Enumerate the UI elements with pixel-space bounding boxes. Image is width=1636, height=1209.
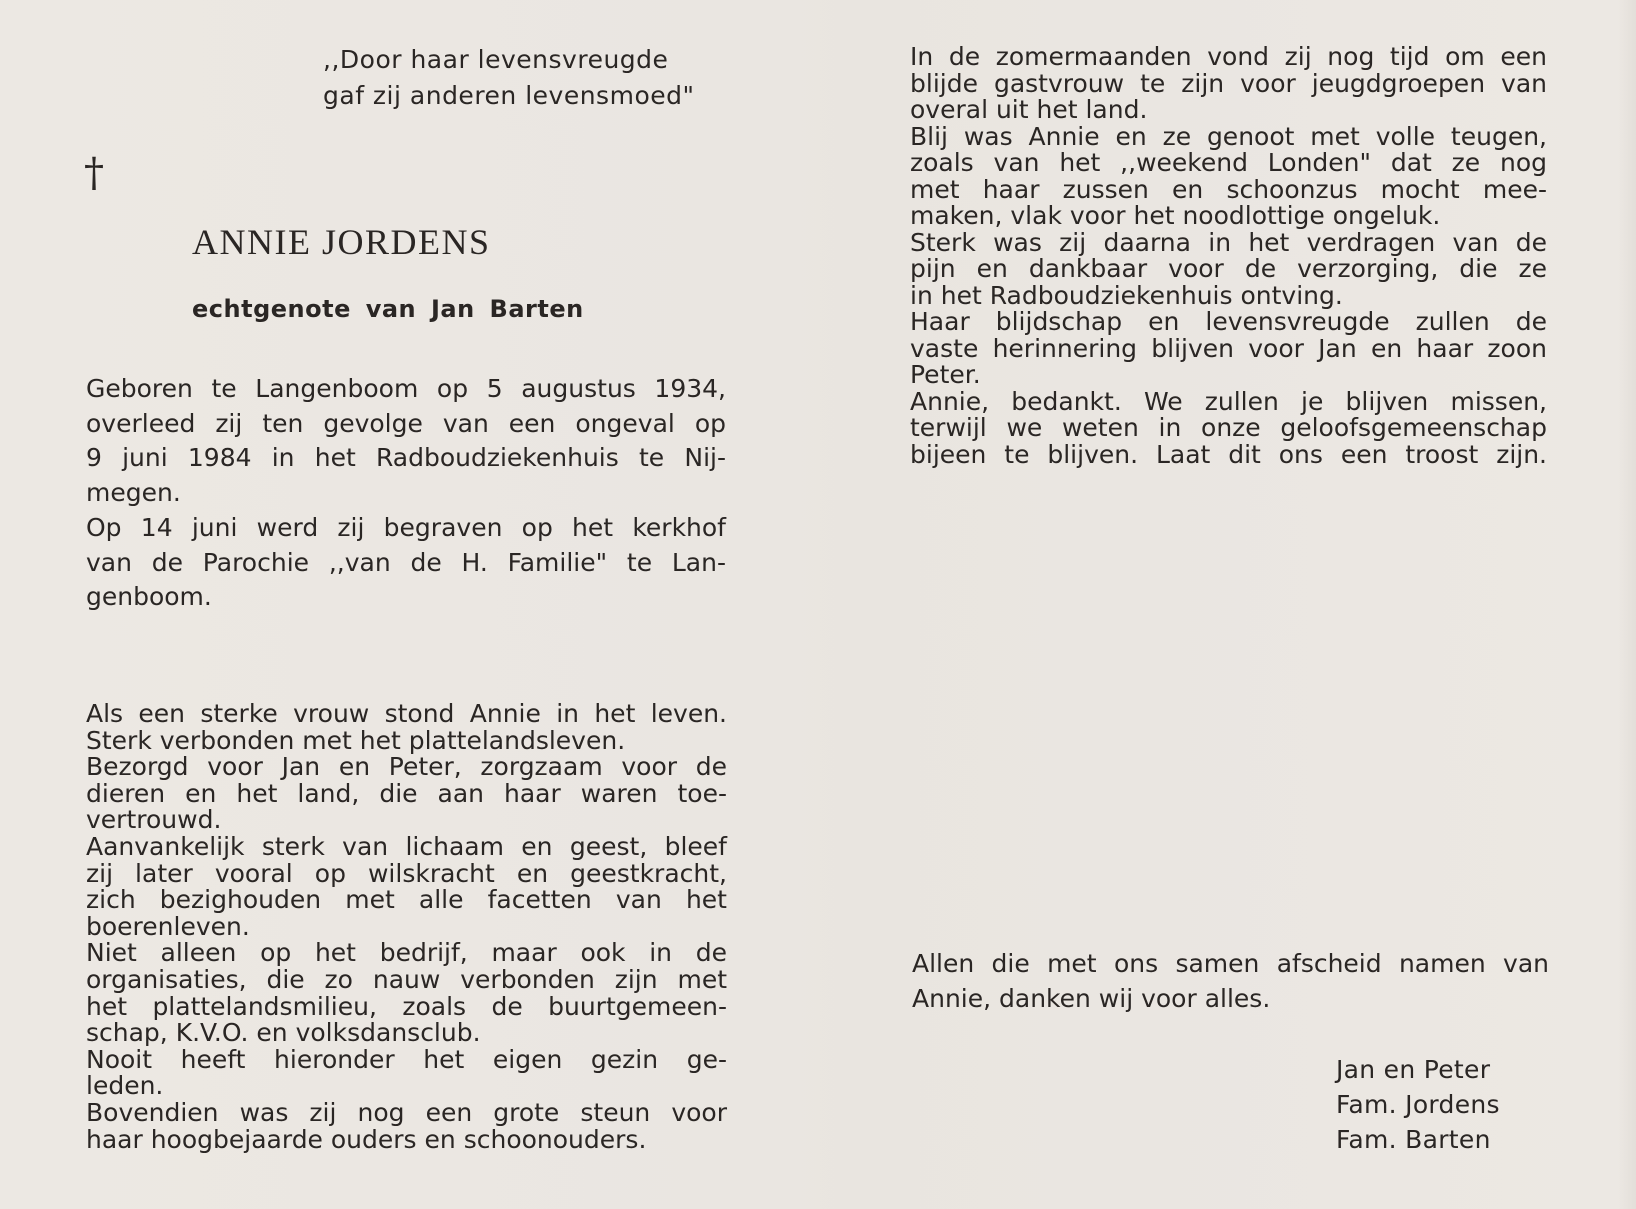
right-line: in het Radboudziekenhuis ontving. <box>910 280 1343 310</box>
deceased-name: ANNIE JORDENS <box>192 222 491 262</box>
bio-line: megen. <box>86 478 181 508</box>
bio-line: van de Parochie ,,van de H. Familie" te Lan- <box>86 547 726 577</box>
right-line: met haar zussen en schoonzus mocht mee- <box>910 174 1547 204</box>
right-line: blijde gastvrouw te zijn voor jeugdgroepen van <box>910 68 1547 98</box>
quote-line-1: ,,Door haar levensvreugde <box>323 45 669 74</box>
bio-line: 9 juni 1984 in het Radboudziekenhuis te Nij- <box>86 443 726 473</box>
tribute-line: leden. <box>86 1071 164 1101</box>
tribute-line: Sterk verbonden met het plattelandsleven. <box>86 725 626 755</box>
tribute-line: dieren en het land, die aan haar waren toe- <box>86 778 727 808</box>
right-line: zoals van het ,,weekend Londen" dat ze nog <box>910 148 1547 177</box>
tribute-line: Aanvankelijk sterk van lichaam en geest, bleef <box>86 831 727 861</box>
right-line: Blij was Annie en ze genoot met volle teugen, <box>910 121 1547 151</box>
card-edge-shadow <box>1618 0 1636 1209</box>
tribute-line: haar hoogbejaarde ouders en schoonouders. <box>86 1124 647 1154</box>
signatory: Fam. Barten <box>1336 1125 1491 1154</box>
right-line: terwijl we weten in onze geloofsgemeenschap <box>910 413 1547 442</box>
signatories <box>1336 1052 1500 1157</box>
tribute-line: Nooit heeft hieronder het eigen gezin ge- <box>86 1044 727 1074</box>
tribute-line: Bezorgd voor Jan en Peter, zorgzaam voor de <box>86 752 727 782</box>
biography-paragraph <box>86 372 726 615</box>
quote-line-2: gaf zij anderen levensmoed" <box>323 81 695 110</box>
thanks-line: Allen die met ons samen afscheid namen van <box>912 949 1549 978</box>
spouse-line: echtgenote van Jan Barten <box>192 295 584 323</box>
tribute-line: zij later vooral op wilskracht en geestkracht, <box>86 858 727 888</box>
right-line: In de zomermaanden vond zij nog tijd om een <box>910 42 1547 71</box>
tribute-line: organisaties, die zo nauw verbonden zijn met <box>86 964 727 994</box>
thanks-paragraph <box>912 946 1549 1016</box>
right-line: Annie, bedankt. We zullen je blijven missen, <box>910 386 1547 416</box>
signatory: Fam. Jordens <box>1336 1090 1500 1119</box>
right-line: maken, vlak voor het noodlottige ongeluk. <box>910 201 1441 230</box>
tribute-line: zich bezighouden met alle facetten van het <box>86 885 727 915</box>
right-line: Peter. <box>910 360 981 389</box>
right-line: bijeen te blijven. Laat dit ons een troost zijn. <box>910 439 1547 469</box>
tribute-paragraph <box>86 701 727 1153</box>
right-line: vaste herinnering blijven voor Jan en haar zoon <box>910 333 1547 363</box>
cross-icon: † <box>84 150 104 196</box>
thanks-line: Annie, danken wij voor alles. <box>912 984 1271 1013</box>
bio-line: Op 14 juni werd zij begraven op het kerkhof <box>86 512 726 542</box>
tribute-line: schap, K.V.O. en volksdansclub. <box>86 1018 481 1048</box>
signatory: Jan en Peter <box>1336 1055 1491 1084</box>
tribute-line: Als een sterke vrouw stond Annie in het leven. <box>86 699 727 728</box>
right-line: Haar blijdschap en levensvreugde zullen de <box>910 307 1547 336</box>
bio-line: genboom. <box>86 582 212 612</box>
right-line: overal uit het land. <box>910 95 1148 124</box>
tribute-line: vertrouwd. <box>86 805 222 835</box>
tribute-line: boerenleven. <box>86 911 250 941</box>
right-line: Sterk was zij daarna in het verdragen van de <box>910 227 1547 257</box>
bio-line: overleed zij ten gevolge van een ongeval op <box>86 408 726 438</box>
bio-line: Geboren te Langenboom op 5 augustus 1934, <box>86 374 726 403</box>
right-line: pijn en dankbaar voor de verzorging, die ze <box>910 254 1547 283</box>
tribute-line: Bovendien was zij nog een grote steun voor <box>86 1097 727 1127</box>
tribute-line: Niet alleen op het bedrijf, maar ook in de <box>86 938 727 968</box>
summer-paragraph <box>910 44 1547 468</box>
tribute-line: het plattelandsmilieu, zoals de buurtgemeen- <box>86 991 727 1021</box>
